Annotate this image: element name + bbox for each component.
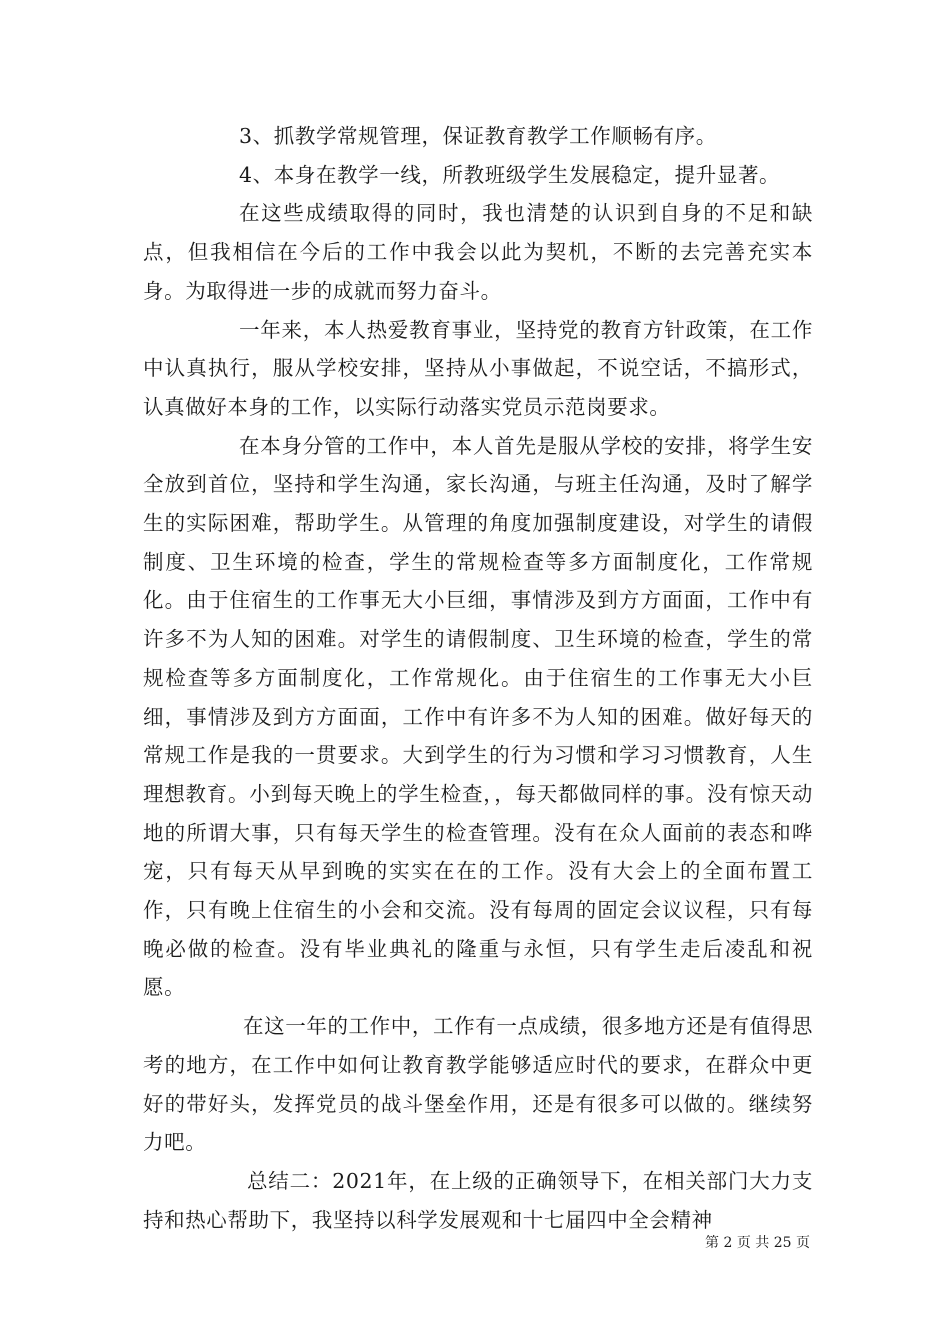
paragraph-management-work: 在本身分管的工作中，本人首先是服从学校的安排，将学生安全放到首位，坚持和学生沟通，家长沟通，与班主任沟通，及时了解学生的实际困难，帮助学生。从管理的角度加强制度建设，对学生的请假制度、卫生环境的检查，学生的常规检查等多方面制度化，工作常规化。由于住宿生的工作事无大小巨细，事情涉及到方方面面，工作中有许多不为人知的困难。对学生的请假制度、卫生环境的检查，学生的常规检查等多方面制度化，工作常规化。由于住宿生的工作事无大小巨细，事情涉及到方方面面，工作中有许多不为人知的困难。做好每天的常规工作是我的一贯要求。大到学生的行为习惯和学习习惯教育，人生理想教育。小到每天晚上的学生检查，，每天都做同样的事。没有惊天动地的所谓大事，只有每天学生的检查管理。没有在众人面前的表态和哗宠，只有每天从早到晚的实实在在的工作。没有大会上的全面布置工作，只有晚上住宿生的小会和交流。没有每周的固定会议议程，只有每晚必做的检查。没有毕业典礼的隆重与永恒，只有学生走后凌乱和祝愿。 [143,433,813,1000]
paragraph-shortcomings: 在这些成绩取得的同时，我也清楚的认识到自身的不足和缺点，但我相信在今后的工作中我会以此为契机，不断的去完善充实本身。为取得进一步的成就而努力奋斗。 [143,201,813,303]
paragraph-summary-two: 总结二：2021年，在上级的正确领导下，在相关部门大力支持和热心帮助下，我坚持以科学发展观和十七届四中全会精神 [143,1168,813,1232]
document-body [143,117,813,1239]
paragraph-year-summary: 一年来，本人热爱教育事业，坚持党的教育方针政策，在工作中认真执行，服从学校安排，坚持从小事做起，不说空话，不搞形式，认真做好本身的工作，以实际行动落实党员示范岗要求。 [143,317,813,419]
paragraph-reflection: 在这一年的工作中，工作有一点成绩，很多地方还是有值得思考的地方，在工作中如何让教育教学能够适应时代的要求，在群众中更好的带好头，发挥党员的战斗堡垒作用，还是有很多可以做的。继续努力吧。 [143,1014,813,1155]
paragraph-item-4: 4、本身在教学一线，所教班级学生发展稳定，提升显著。 [239,162,781,187]
paragraph-item-3: 3、抓教学常规管理，保证教育教学工作顺畅有序。 [239,124,717,148]
page-number-footer: 第 2 页 共 25 页 [705,1235,810,1251]
